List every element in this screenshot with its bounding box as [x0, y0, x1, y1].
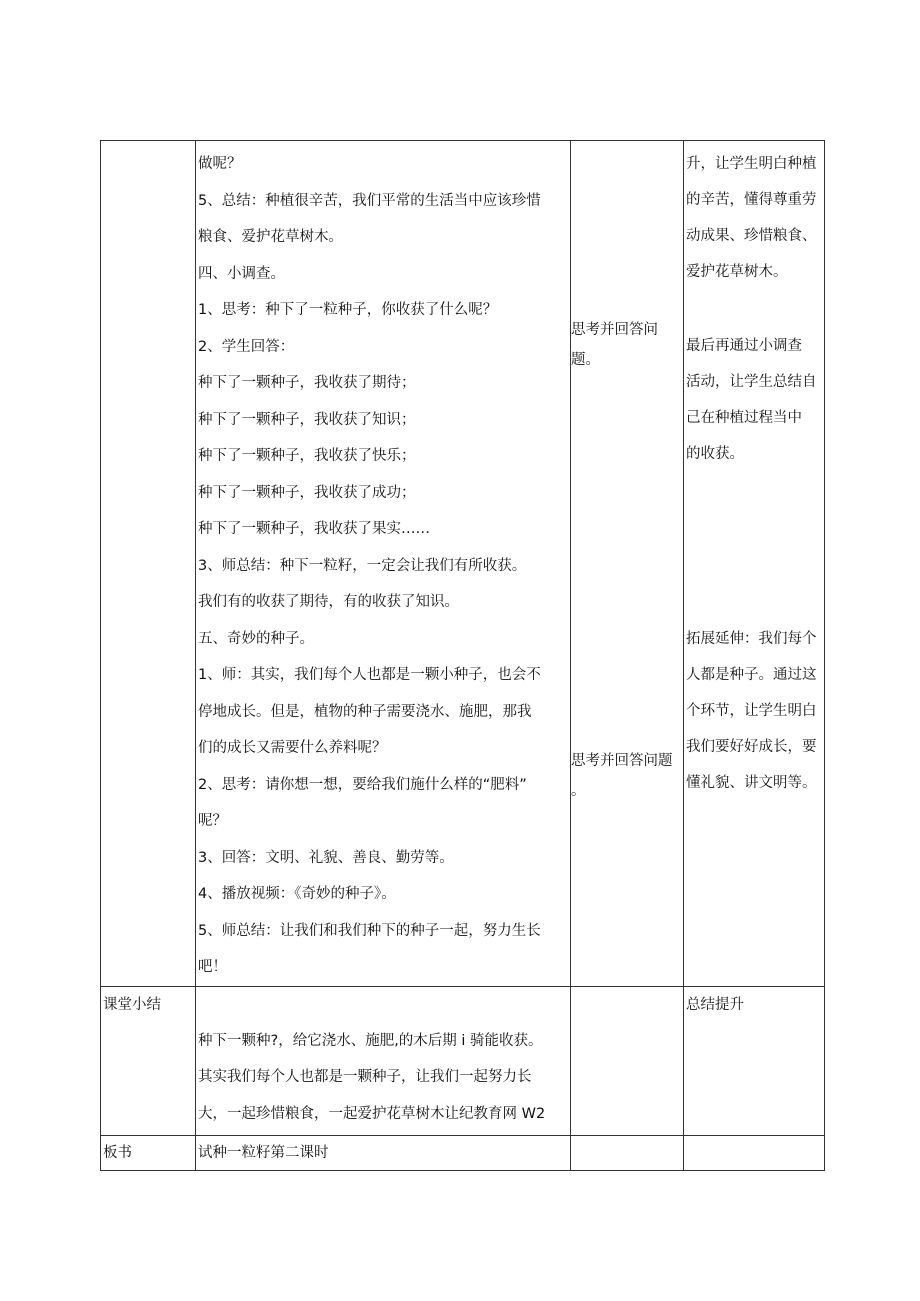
board-purpose-cell [684, 1135, 825, 1170]
design-intent-line: 人都是种子。通过这 [686, 667, 817, 683]
summary-line: 种下一颗种?，给它浇水、施肥,的木后期 i 骑能收获。 [198, 1032, 543, 1049]
design-intent-line: 升，让学生明白种植 [686, 156, 817, 172]
student-activity-line: 。 [571, 783, 586, 799]
teaching-process-line: 种下了一颗种子，我收获了成功； [198, 484, 416, 501]
board-student-cell [571, 1135, 684, 1170]
summary-line: 大，一起珍惜粮食，一起爱护花草树木让纪教育网 W2 [198, 1105, 546, 1122]
teaching-process-line: 4、播放视频：《奇妙的种子》。 [198, 886, 396, 902]
teaching-process-line: 五、奇妙的种子。 [198, 630, 314, 647]
teaching-process-line: 1、思考：种下了一粒种子，你收获了什么呢？ [198, 302, 498, 318]
teaching-process-lines [198, 141, 570, 986]
design-intent-line: 爱护花草树木。 [686, 264, 788, 280]
design-intent-line: 己在种植过程当中 [686, 410, 802, 426]
design-intent-line: 动成果、珍惜粮食、 [686, 228, 817, 244]
teaching-process-line: 停地成长。但是，植物的种子需要浇水、施肥，那我 [198, 703, 532, 720]
teaching-process-line: 我们有的收获了期待，有的收获了知识。 [198, 594, 459, 610]
student-activity-cell [571, 141, 684, 987]
teaching-process-line: 3、回答：文明、礼貌、善良、勤劳等。 [198, 849, 454, 866]
teaching-process-line: 3、师总结：种下一粒籽，一定会让我们有所收获。 [198, 557, 527, 574]
board-label: 板书 [101, 1135, 196, 1170]
row-label-cell-empty [101, 141, 196, 987]
summary-content-cell [196, 986, 571, 1135]
design-intent-line: 我们要好好成长，要 [686, 739, 817, 755]
teaching-process-line: 呢？ [198, 813, 227, 829]
summary-purpose: 总结提升 [684, 986, 825, 1135]
student-activity-block-2 [571, 746, 683, 806]
teaching-process-row [101, 141, 825, 987]
teaching-process-line: 做呢？ [198, 156, 242, 172]
teaching-process-cell [196, 141, 571, 987]
teaching-process-line: 2、学生回答： [198, 338, 295, 355]
teaching-process-line: 种下了一颗种子，我收获了知识； [198, 411, 416, 428]
student-activity-line: 思考并回答问题 [571, 753, 673, 769]
design-intent-line: 最后再通过小调查 [686, 338, 802, 354]
design-intent-line: 拓展延伸：我们每个 [686, 631, 817, 647]
student-activity-line: 思考并回答问 [571, 322, 658, 338]
teaching-process-line: 四、小调查。 [198, 265, 285, 282]
summary-line: 其实我们每个人也都是一颗种子，让我们一起努力长 [198, 1069, 532, 1085]
student-activity-block-1 [571, 315, 683, 375]
design-intent-block-3 [686, 621, 824, 801]
teaching-process-line: 1、师：其实，我们每个人也都是一颗小种子，也会不 [198, 667, 541, 683]
teaching-process-line: 种下了一颗种子，我收获了果实…… [198, 521, 430, 537]
summary-row [101, 986, 825, 1135]
teaching-process-line: 吧！ [198, 959, 227, 975]
design-intent-block-1 [686, 146, 824, 290]
teaching-process-line: 5、总结：种植很辛苦，我们平常的生活当中应该珍惜 [198, 192, 541, 209]
design-intent-cell [684, 141, 825, 987]
board-content: 试种一粒籽第二课时 [196, 1135, 571, 1170]
design-intent-block-2 [686, 328, 824, 472]
lesson-plan-table [100, 140, 825, 1171]
teaching-process-line: 2、思考：请你想一想，要给我们施什么样的“肥料” [198, 776, 527, 793]
teaching-process-line: 们的成长又需要什么养料呢？ [198, 740, 387, 756]
design-intent-line: 懂礼貌、讲文明等。 [686, 775, 817, 791]
design-intent-line: 个环节，让学生明白 [686, 703, 817, 719]
teaching-process-line: 种下了一颗种子，我收获了快乐； [198, 448, 416, 464]
summary-label: 课堂小结 [101, 986, 196, 1135]
summary-content [198, 987, 570, 1133]
board-row [101, 1135, 825, 1170]
student-activity-line: 题。 [571, 352, 600, 368]
design-intent-line: 的收获。 [686, 446, 744, 462]
teaching-process-line: 种下了一颗种子，我收获了期待； [198, 375, 416, 391]
summary-student-cell [571, 986, 684, 1135]
teaching-process-line: 粮食、爱护花草树木。 [198, 229, 343, 245]
design-intent-line: 活动，让学生总结自 [686, 374, 817, 390]
teaching-process-line: 5、师总结：让我们和我们种下的种子一起，努力生长 [198, 922, 541, 939]
design-intent-line: 的辛苦，懂得尊重劳 [686, 192, 817, 208]
